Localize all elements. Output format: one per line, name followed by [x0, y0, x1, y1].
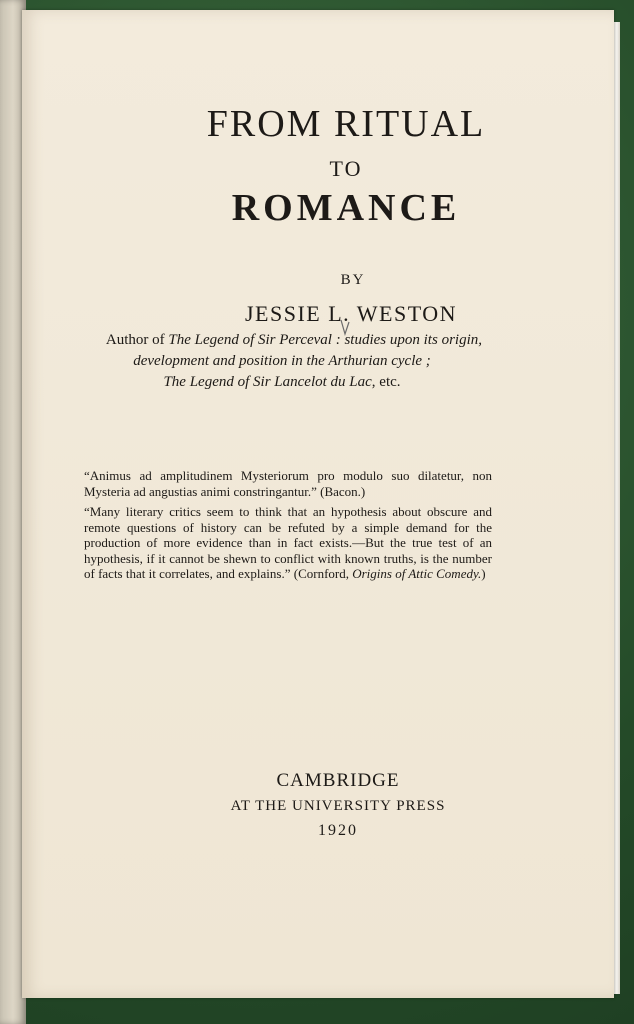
imprint-year: 1920: [318, 822, 358, 839]
credits-work-1: The Legend of Sir Perceval : studies upon its origin,: [168, 332, 482, 348]
imprint-press: AT THE UNIVERSITY PRESS: [230, 798, 446, 814]
by-label: BY: [340, 272, 366, 288]
author-credits: [82, 330, 482, 393]
credits-line-2: development and position in the Arthurian cycle ;: [133, 353, 431, 369]
title-page: [22, 10, 614, 998]
epigraph-cornford: [84, 504, 492, 582]
credits-work-2: The Legend of Sir Lancelot du Lac: [163, 374, 372, 390]
imprint-city: CAMBRIDGE: [276, 770, 400, 791]
credits-line-1: [82, 330, 482, 351]
title-line-3: ROMANCE: [231, 187, 461, 229]
epigraph-bacon: “Animus ad amplitudinem Mysteriorum pro modulo suo dilatetur, non Mysteria ad angustias animi constringantur.” (Bacon.): [84, 468, 492, 499]
epigraph-attr-open: (Cornford,: [293, 566, 353, 581]
credits-prefix: Author of: [105, 332, 169, 348]
title-line-1: FROM RITUAL: [206, 103, 486, 145]
epigraph-attr-close: ): [481, 566, 486, 581]
credits-suffix: , etc.: [371, 374, 401, 390]
epigraph-attr-work: Origins of Attic Comedy.: [352, 566, 482, 581]
credits-line-3: [82, 372, 482, 393]
epigraph-cornford-text: “Many literary critics seem to think that an hypothesis about obscure and remote questions of history can be refuted by a simple demand for the production of more evidence than in fact exists.—But the true test of an hypothesis, if it cannot be shewn to conflict with known truths, is the number of facts that it correlates, and explains.”: [84, 504, 492, 581]
title-line-2: TO: [329, 156, 363, 181]
author-name: JESSIE L. WESTON: [244, 301, 458, 326]
